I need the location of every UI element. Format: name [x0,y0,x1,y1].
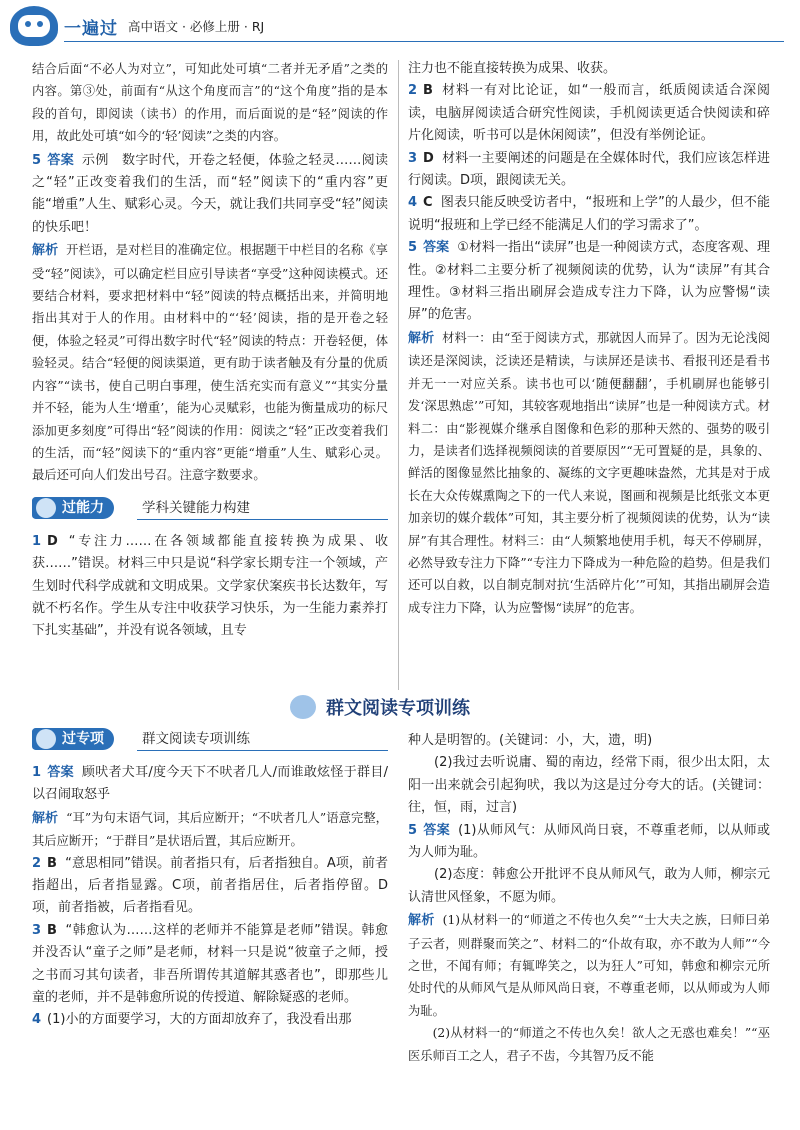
right-column-top [408,58,770,619]
analysis-5: 解析 材料一：由“至于阅读方式，那就因人而异了。因为无论浅阅读还是深阅读，泛读还是精读，与读屏还是读书、看报刊还是看书并无一一对应关系。读书也可以‘随便翻翻’，手机刷屏也能够引发‘深思熟虑’”可知，其较客观地指出“读屏”也是一种阅读方式。材料二：由“影视媒介继承自图像和色彩的那种天然的、强势的吸引力，是读者们选择视频阅读的首要原因”“无可置疑的是，具象的、鲜活的图像显然比抽象的、凝练的文字更趣味盎然，尤其是对于成长在大众传媒熏陶之下的一代人来说，图画和视频是比纸张文本更加亲切的媒介载体”可知，其主要分析了视频阅读的优势，认为“读屏”有其合理性。材料三：由“人频繁地使用手机，每天不停刷屏，必然导致专注力下降”“专注力下降成为一种危险的趋势。但是我们还可以自救，以自制克制对抗‘生活碎片化’”可知，其指出刷屏会造成专注力下降，认为应警惕“读屏”的危害。 [408,330,770,615]
page-header [0,0,800,52]
mascot-icon [36,729,56,749]
section-title: 群文阅读专项训练 [290,693,530,721]
left-column-top [32,58,388,643]
mascot-icon [36,498,56,518]
banner-title: 学科关键能力构建 [142,499,250,516]
banner-guonengli [32,495,388,521]
answer-5: 5 答案 示例 数字时代，开卷之轻便，体验之轻灵……阅读之“轻”正改变着我们的生活，而“轻”阅读下的“重内容”更能“增重”人生、赋彩心灵。今天，就让我们共同享受“轻”阅读的快乐吧！ [32,152,388,235]
header-rule [64,41,784,42]
brand-name: 一遍过 [64,19,118,39]
answer-2: 2 B 材料一有对比论证，如“一般而言，纸质阅读适合深阅读，电脑屏阅读适合研究性阅读，手机阅读更适合快阅读和碎片化阅读，听书可以是休闲阅读”，但没有举例论证。 [408,83,770,144]
answer-2: 2 B “意思相同”错误。前者指只有，后者指独自。A项，前者指超出，后者指显露。C项，前者指居住，后者指停留。D项，前者指被，后者指看见。 [32,855,388,916]
answer-1: 1 答案 顾吠者犬耳/度今天下不吠者几人/而谁敢炫怪于群目/以召闹取怒乎 [32,765,388,803]
answer-5: 5 答案 (1)从师风气：从师风尚日衰，不尊重老师，以从师或为人师为耻。 [408,822,770,861]
answer-4: 4 (1)小的方面要学习，大的方面却放弃了，我没看出那 [32,1012,352,1028]
paragraph: (2)态度：韩愈公开批评不良从师风气，敢为人师，柳宗元认清世风怪象，不愿为师。 [408,867,770,905]
paragraph: (2)从材料一的“师道之不传也久矣！欲人之无惑也难矣！”“巫医乐师百工之人，君子不齿，今其智乃反不能 [408,1026,770,1063]
mascot-logo-icon [10,6,58,46]
left-column-bottom [32,726,388,1032]
answer-3: 3 B “韩愈认为……这样的老师并不能算是老师”错误。韩愈并没否认“童子之师”是老师，材料一只是说“彼童子之师，授之书而习其句读者，非吾所谓传其道解其惑者也”，即那些儿童的老师，并不是韩愈所说的传授道、解除疑惑的老师。 [32,922,388,1006]
right-column-bottom [408,730,770,1067]
banner-guozhuanxiang [32,726,388,752]
continuation: 注力也不能直接转换为成果、收获。 [408,61,617,76]
answer-3: 3 D 材料一主要阐述的问题是在全媒体时代，我们应该怎样进行阅读。D项，跟阅读无关。 [408,150,770,189]
banner-pill: 过能力 [32,497,114,519]
analysis-5: 解析 开栏语，是对栏目的准确定位。根据题干中栏目的名称《享受“轻”阅读》，可以确定栏目应引导读者“享受”这种阅读模式。还要结合材料，要求把材料中“轻”阅读的特点概括出来，并简明地指出其对于人的作用。由材料中的“‘轻’阅读，指的是开卷之轻便，体验之轻灵”可得出数字时代“轻”阅读的特点：开卷轻便，体验轻灵。结合“轻便的阅读渠道，更有助于读者触及有分量的优质内容”“读书，使自己明白事理，使生活充实而有意义”“其实分量并不轻，能为人生‘增重’，能为心灵赋彩，也能为衡量成功的标尺添加更多刻度”可得出“轻”阅读的作用：阅读之“轻”正改变着我们的生活，而“轻”阅读下的“重内容”更能“增重”人生、赋彩心灵。最后还可向人们发出号召。注意字数要求。 [32,243,388,483]
analysis-1: 解析 “耳”为句末语气词，其后应断开；“不吠者几人”语意完整，其后应断开；“于群目”是状语后置，其后应断开。 [32,810,388,849]
answer-4: 4 C 图表只能反映受访者中，“报班和上学”的人最少，但不能说明“报班和上学已经不能满足人们的学习需求了”。 [408,195,770,233]
answer-1: 1 D “专注力……在各领域都能直接转换为成果、收获……”错误。材料三中只是说“科学家长期专注一个领域，产生划时代科学成就和文明成果。文学家伏案疾书长达数年，写就不朽名作。学生从专注中收获学习快乐，为一生能力素养打下扎实基础”，并没有说各领域，且专 [32,533,388,639]
analysis-5: 解析 (1)从材料一的“师道之不传也久矣”“士大夫之族，曰师曰弟子云者，则群聚而笑之”、材料二的“仆故有取，亦不敢为人师”“今之世，不闻有师；有辄哗笑之，以为狂人”可知，韩愈和柳宗元所处时代的从师风气是从师风尚日衰，不尊重老师，以从师或为人师为耻。 [408,913,770,1018]
paragraph: (2)我过去听说庸、蜀的南边，经常下雨，很少出太阳，太阳一出来就会引起狗吠，我以为这是过分夸大的话。(关键词：往，恒，雨，过言) [408,755,770,816]
column-divider [398,60,399,690]
book-subtitle: 高中语文 · 必修上册 · RJ [128,19,265,34]
paragraph: 结合后面“不必人为对立”，可知此处可填“二者并无矛盾”之类的内容。第③处，前面有“从这个角度而言”的“这个角度”指的是本段的首句，即阅读（读书）的作用，而后面说的是“轻”阅读的作用，故此处可填“如今的‘轻’阅读”之类的内容。 [32,62,388,144]
banner-title: 群文阅读专项训练 [142,731,250,747]
answer-5: 5 答案 ①材料一指出“读屏”也是一种阅读方式，态度客观、理性。②材料二主要分析了视频阅读的优势，认为“读屏”有其合理性。③材料三指出刷屏会造成专注力下降，认为应警惕“读屏”的危害。 [408,240,770,323]
mascot-icon [290,695,316,719]
banner-pill: 过专项 [32,728,114,750]
continuation: 种人是明智的。(关键词：小，大，遗，明) [408,733,653,748]
